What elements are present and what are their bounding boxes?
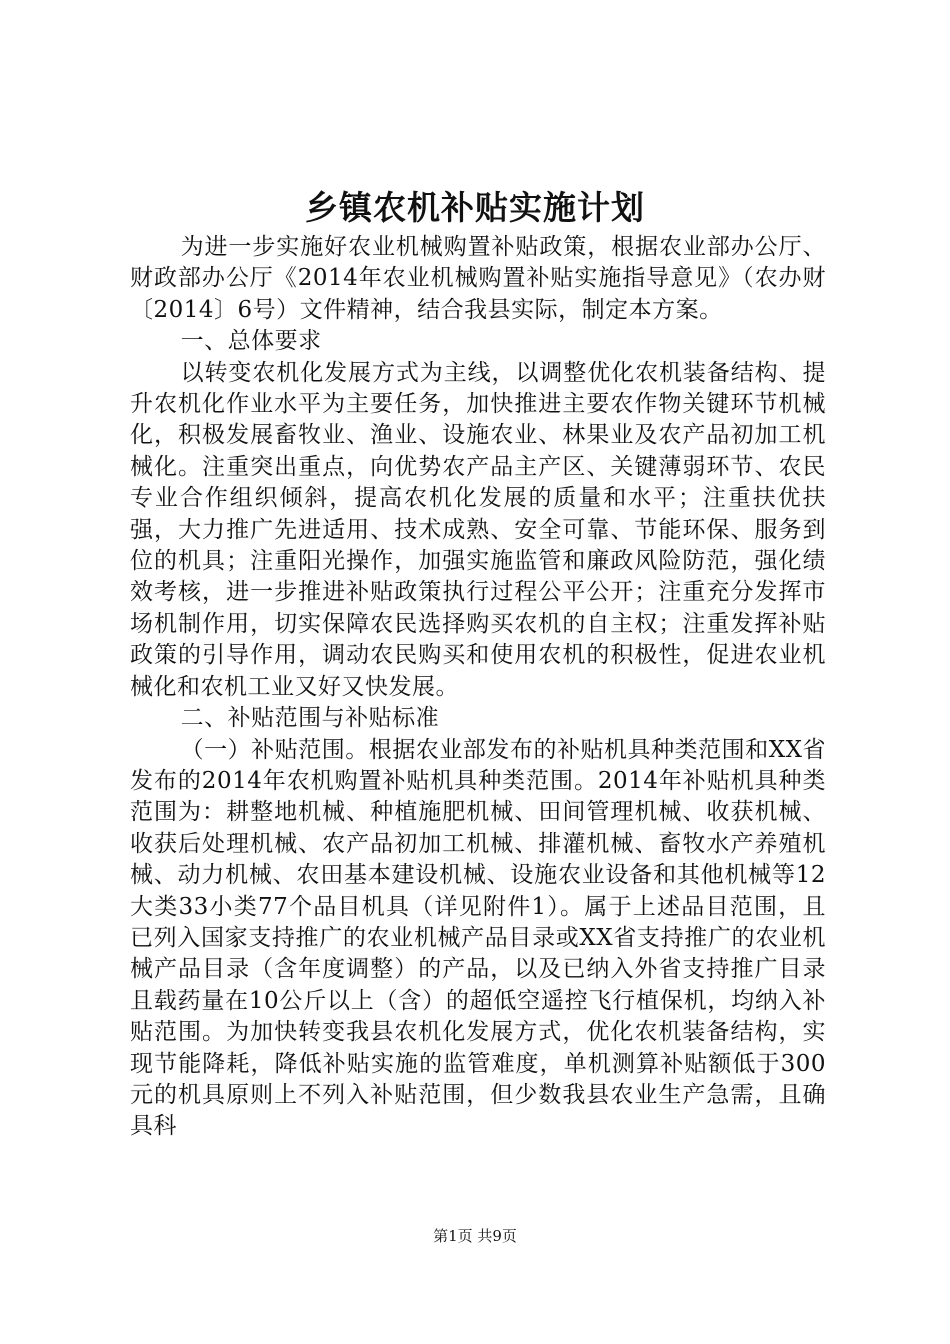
page-indicator: 第1页 共9页 [433, 1227, 517, 1245]
intro-paragraph: 为进一步实施好农业机械购置补贴政策，根据农业部办公厅、财政部办公厅《2014年农业机械购置补贴实施指导意见》（农办财〔2014〕6号）文件精神，结合我县实际，制定本方案。 [130, 234, 826, 323]
general-requirements-paragraph: 以转变农机化发展方式为主线，以调整优化农机装备结构、提升农机化作业水平为主要任务，加快推进主要农作物关键环节机械化，积极发展畜牧业、渔业、设施农业、林果业及农产品初加工机械化。注重突出重点，向优势农产品主产区、关键薄弱环节、农民专业合作组织倾斜，提高农机化发展的质量和水平；注重扶优扶强，大力推广先进适用、技术成熟、安全可靠、节能环保、服务到位的机具；注重阳光操作，加强实施监管和廉政风险防范，强化绩效考核，进一步推进补贴政策执行过程公平公开；注重充分发挥市场机制作用，切实保障农民选择购买农机的自主权；注重发挥补贴政策的引导作用，调动农民购买和使用农机的积极性，促进农业机械化和农机工业又好又快发展。 [130, 359, 826, 700]
section-heading-subsidy-scope: 二、补贴范围与补贴标准 [180, 705, 440, 732]
subsidy-scope-paragraph: （一）补贴范围。根据农业部发布的补贴机具种类范围和XX省发布的2014年农机购置补贴机具种类范围。2014年补贴机具种类范围为：耕整地机械、种植施肥机械、田间管理机械、收获机械、收获后处理机械、农产品初加工机械、排灌机械、畜牧水产养殖机械、动力机械、农田基本建设机械、设施农业设备和其他机械等12大类33小类77个品目机具（详见附件1）。属于上述品目范围，且已列入国家支持推广的农业机械产品目录或XX省支持推广的农业机械产品目录（含年度调整）的产品，以及已纳入外省支持推广目录且载药量在10公斤以上（含）的超低空遥控飞行植保机，均纳入补贴范围。为加快转变我县农机化发展方式，优化农机装备结构，实现节能降耗，降低补贴实施的监管难度，单机测算补贴额低于300元的机具原则上不列入补贴范围，但少数我县农业生产急需，且确具科 [130, 736, 826, 1140]
document-title: 乡镇农机补贴实施计划 [305, 188, 645, 227]
document-body [130, 232, 826, 1143]
section-heading-general-requirements: 一、总体要求 [180, 328, 322, 355]
